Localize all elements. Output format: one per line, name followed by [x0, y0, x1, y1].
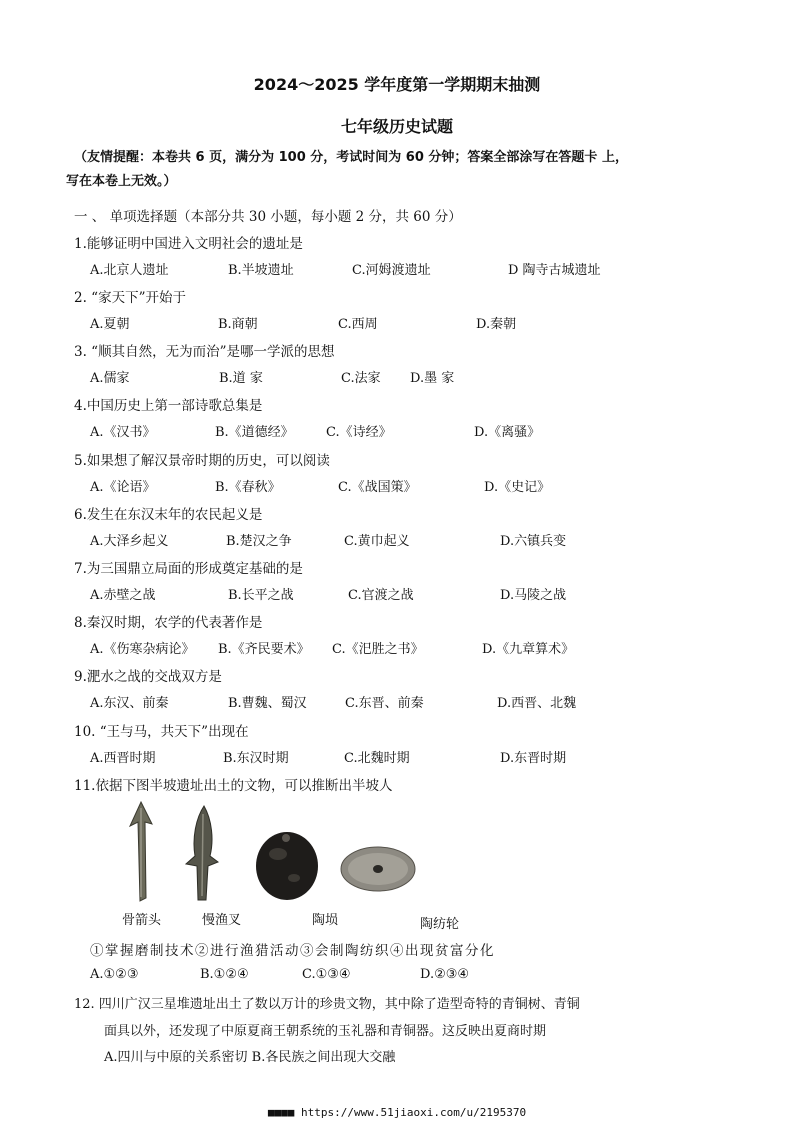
question-stem-7: 7.为三国鼎立局面的形成奠定基础的是 [74, 561, 303, 577]
q12-line-1: 12. 四川广汉三星堆遗址出土了数以万计的珍贵文物，其中除了造型奇特的青铜树、青铜 [74, 997, 580, 1012]
question-5-option-c: C.《战国策》 [338, 480, 417, 495]
question-8-option-b: B.《齐民要术》 [218, 642, 310, 657]
question-10-option-c: C.北魏时期 [344, 751, 410, 766]
question-5-option-a: A.《论语》 [90, 480, 156, 495]
q11-option-b: B.①②④ [200, 967, 249, 982]
pottery-spindle-whorl-image [340, 846, 416, 892]
question-10-option-a: A.西晋时期 [90, 751, 156, 766]
question-9-option-c: C.东晋、前秦 [345, 696, 424, 711]
question-7-option-a: A.赤壁之战 [90, 588, 156, 603]
question-8-option-d: D.《九章算术》 [482, 642, 575, 657]
question-2-option-c: C.西周 [338, 317, 378, 332]
question-5-option-d: D.《史记》 [484, 480, 551, 495]
question-9-option-d: D.西晋、北魏 [497, 696, 577, 711]
question-4-option-a: A.《汉书》 [90, 425, 156, 440]
question-1-option-c: C.河姆渡遗址 [352, 263, 431, 278]
fish-spear-image [184, 806, 220, 902]
caption-fish-spear: 慢渔叉 [202, 913, 242, 928]
question-4-option-d: D.《离骚》 [474, 425, 541, 440]
tip-line-2: 写在本卷上无效。） [66, 174, 177, 189]
caption-bone-arrowhead: 骨箭头 [122, 913, 162, 928]
question-9-option-b: B.曹魏、蜀汉 [228, 696, 307, 711]
question-stem-4: 4.中国历史上第一部诗歌总集是 [74, 398, 263, 414]
question-6-option-d: D.六镇兵变 [500, 534, 567, 549]
question-4-option-c: C.《诗经》 [326, 425, 392, 440]
question-7-option-b: B.长平之战 [228, 588, 294, 603]
question-1-option-d: D 陶寺古城遗址 [508, 263, 601, 278]
question-10-option-b: B.东汉时期 [223, 751, 289, 766]
question-7-option-c: C.官渡之战 [348, 588, 414, 603]
question-1-option-b: B.半坡遗址 [228, 263, 294, 278]
question-3-option-b: B.道 家 [219, 371, 263, 386]
question-stem-10: 10. “王与马，共天下”出现在 [74, 724, 249, 740]
page-subtitle: 七年级历史试题 [340, 117, 453, 136]
q11-statements: ①掌握磨制技术②进行渔猎活动③会制陶纺织④出现贫富分化 [90, 943, 495, 959]
question-stem-8: 8.秦汉时期，农学的代表著作是 [74, 615, 263, 631]
q11-option-d: D.②③④ [420, 967, 470, 982]
question-10-option-d: D.东晋时期 [500, 751, 567, 766]
question-4-option-b: B.《道德经》 [215, 425, 294, 440]
question-stem-5: 5.如果想了解汉景帝时期的历史，可以阅读 [74, 453, 330, 469]
pottery-xun-image [254, 826, 320, 902]
page-title: 2024～2025 学年度第一学期期末抽测 [253, 75, 541, 94]
question-stem-6: 6.发生在东汉末年的农民起义是 [74, 507, 263, 523]
section-heading: 一 、 单项选择题（本部分共 30 小题，每小题 2 分，共 60 分） [74, 209, 462, 225]
question-3-option-d: D.墨 家 [410, 371, 455, 386]
q12-line-2: 面具以外，还发现了中原夏商王朝系统的玉礼器和青铜器。这反映出夏商时期 [104, 1024, 547, 1039]
question-2-option-a: A.夏朝 [90, 317, 130, 332]
tip-line-1: （友情提醒：本卷共 6 页，满分为 100 分，考试时间为 60 分钟；答案全部涂写在答题卡 上， [74, 150, 628, 165]
q11-option-c: C.①③④ [302, 967, 351, 982]
caption-spindle-whorl: 陶纺轮 [420, 917, 460, 932]
question-2-option-b: B.商朝 [218, 317, 258, 332]
question-8-option-a: A.《伤寒杂病论》 [90, 642, 195, 657]
question-7-option-d: D.马陵之战 [500, 588, 567, 603]
question-1-option-a: A.北京人遗址 [90, 263, 169, 278]
question-stem-3: 3. “顺其自然，无为而治”是哪一学派的思想 [74, 344, 335, 360]
footer-url: ■■■■ https://www.51jiaoxi.com/u/2195370 [267, 1106, 527, 1119]
question-6-option-a: A.大泽乡起义 [90, 534, 169, 549]
question-6-option-c: C.黄巾起义 [344, 534, 410, 549]
question-3-option-c: C.法家 [341, 371, 381, 386]
question-2-option-d: D.秦朝 [476, 317, 517, 332]
question-8-option-c: C.《汜胜之书》 [332, 642, 424, 657]
question-6-option-b: B.楚汉之争 [226, 534, 292, 549]
q11-option-a: A.①②③ [90, 967, 139, 982]
question-5-option-b: B.《春秋》 [215, 480, 281, 495]
question-stem-9: 9.淝水之战的交战双方是 [74, 669, 222, 685]
question-stem-1: 1.能够证明中国进入文明社会的遗址是 [74, 236, 303, 252]
question-3-option-a: A.儒家 [90, 371, 130, 386]
q12-options: A.四川与中原的关系密切 B.各民族之间出现大交融 [104, 1050, 396, 1065]
question-9-option-a: A.东汉、前秦 [90, 696, 169, 711]
question-stem-11: 11.依据下图半坡遗址出土的文物，可以推断出半坡人 [74, 778, 393, 794]
bone-arrowhead-image [126, 802, 156, 902]
caption-pottery-xun: 陶埙 [312, 913, 339, 928]
question-stem-2: 2. “家天下”开始于 [74, 290, 186, 306]
